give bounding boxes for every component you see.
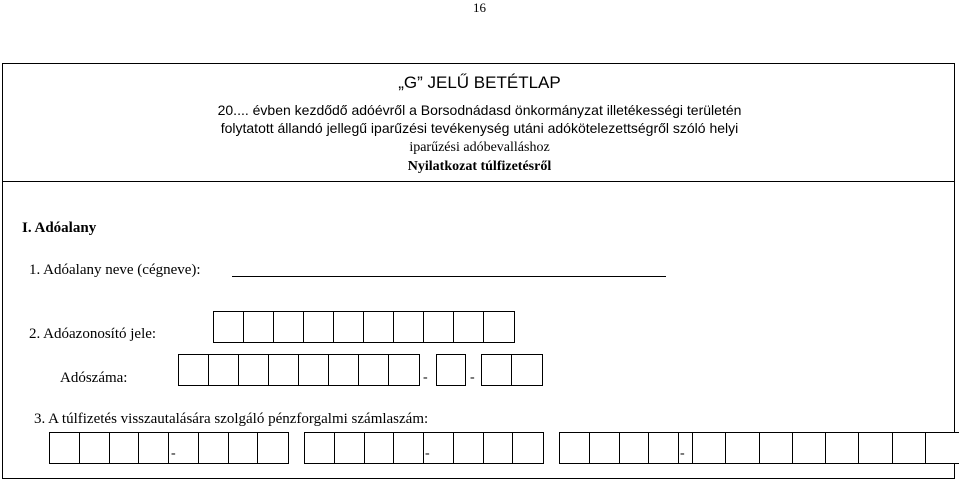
tax-number-label: Adószáma: xyxy=(60,370,128,386)
account-separator-3: - xyxy=(680,446,685,461)
subtitle-line-1: 20.... évben kezdődő adóévről a Borsodnádasd önkormányzat illetékességi területén xyxy=(217,102,742,118)
acct-cell[interactable] xyxy=(792,432,827,464)
acct-cell[interactable] xyxy=(759,432,794,464)
taxnum-cell[interactable] xyxy=(298,354,330,386)
acct-cell[interactable] xyxy=(925,432,959,464)
acct-cell[interactable] xyxy=(334,432,365,464)
subtitle-line-3: iparűzési adóbevalláshoz xyxy=(409,140,550,155)
taxid-cell[interactable] xyxy=(213,311,245,343)
taxid-cell[interactable] xyxy=(423,311,455,343)
acct-cell[interactable] xyxy=(49,432,80,464)
acct-cell[interactable] xyxy=(364,432,395,464)
taxnum-cell[interactable] xyxy=(238,354,270,386)
taxid-cell[interactable] xyxy=(453,311,485,343)
bank-account-label: 3. A túlfizetés visszautalására szolgáló pénzforgalmi számlaszám: xyxy=(34,411,429,427)
taxnum-cell[interactable] xyxy=(268,354,300,386)
acct-cell[interactable] xyxy=(109,432,140,464)
taxid-cell[interactable] xyxy=(243,311,275,343)
taxid-cell[interactable] xyxy=(333,311,365,343)
acct-cell[interactable] xyxy=(304,432,335,464)
acct-cell[interactable] xyxy=(198,432,229,464)
taxnum-cell[interactable] xyxy=(436,354,466,386)
taxnum-cell[interactable] xyxy=(358,354,390,386)
account-separator-2: - xyxy=(425,446,430,461)
acct-cell[interactable] xyxy=(257,432,288,464)
taxnum-cell[interactable] xyxy=(481,354,513,386)
taxnum-cell[interactable] xyxy=(388,354,420,386)
acct-cell[interactable] xyxy=(138,432,169,464)
acct-cell[interactable] xyxy=(228,432,259,464)
taxid-cell[interactable] xyxy=(363,311,395,343)
tax-number-separator-2: - xyxy=(470,370,475,385)
acct-cell[interactable] xyxy=(858,432,893,464)
taxpayer-name-field[interactable] xyxy=(232,276,666,277)
subtitle-line-2: folytatott állandó jellegű iparűzési tevékenység utáni adókötelezettségről szóló helyi xyxy=(220,120,739,136)
account-separator-1: - xyxy=(171,446,176,461)
declaration-title: Nyilatkozat túlfizetésről xyxy=(407,159,552,174)
acct-cell[interactable] xyxy=(692,432,727,464)
taxid-cell[interactable] xyxy=(483,311,515,343)
taxnum-cell[interactable] xyxy=(208,354,240,386)
taxnum-cell[interactable] xyxy=(328,354,360,386)
acct-cell[interactable] xyxy=(892,432,927,464)
form-title: „G” JELŰ BETÉTLAP xyxy=(398,73,561,92)
taxid-cell[interactable] xyxy=(273,311,305,343)
acct-cell[interactable] xyxy=(512,432,543,464)
acct-cell[interactable] xyxy=(825,432,860,464)
section-heading: I. Adóalany xyxy=(22,220,97,236)
acct-cell[interactable] xyxy=(453,432,484,464)
taxid-cell[interactable] xyxy=(393,311,425,343)
header-divider xyxy=(2,181,955,182)
page-number: 16 xyxy=(473,0,486,15)
acct-cell[interactable] xyxy=(589,432,620,464)
acct-cell[interactable] xyxy=(559,432,590,464)
tax-number-separator-1: - xyxy=(423,370,428,385)
taxpayer-name-label: 1. Adóalany neve (cégneve): xyxy=(29,262,201,278)
taxnum-cell[interactable] xyxy=(511,354,543,386)
tax-id-label: 2. Adóazonosító jele: xyxy=(29,326,157,342)
acct-cell[interactable] xyxy=(619,432,650,464)
acct-cell[interactable] xyxy=(393,432,424,464)
taxid-cell[interactable] xyxy=(303,311,335,343)
acct-cell[interactable] xyxy=(483,432,514,464)
taxnum-cell[interactable] xyxy=(178,354,210,386)
acct-cell[interactable] xyxy=(725,432,760,464)
acct-cell[interactable] xyxy=(648,432,679,464)
acct-cell[interactable] xyxy=(79,432,110,464)
